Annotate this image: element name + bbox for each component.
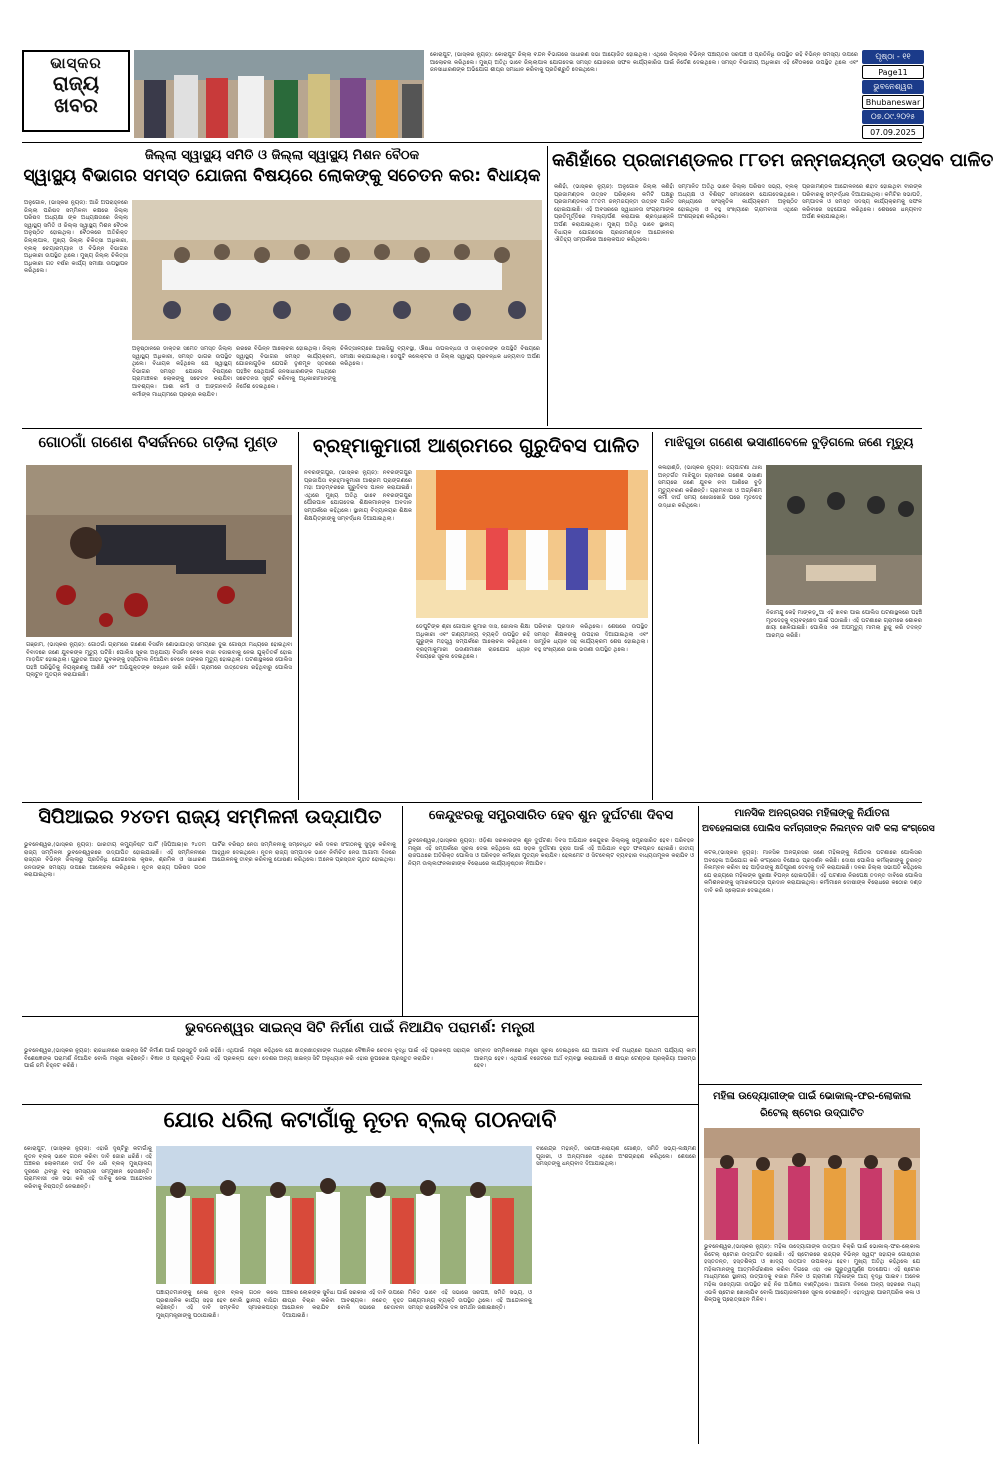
- divider: [22, 142, 922, 143]
- s4-col2: ଡେପୁଟିଙ୍କ ଶ୍ରୀ ଗୋପାଳ କୁମାର ଦାସ, ଜୋନାଲ ଶିକ୍ଷା ଅଧିକାରୀ ଏବଂ ଗଣ୍ୟମାନ୍ୟ ବ୍ୟକ୍ତି ଉପସ୍ଥିତ ରହି ଗୁରୁଙ୍କ ମହତ୍ତ୍ୱ ସମ୍ପର୍କରେ ଆଲୋଚନା କରିଥିଲେ। ବ୍ରହ୍ମାକୁମାରୀ ଭଉଣୀମାନେ ରାଜଯୋଗ ଧ୍ୟାନ ବିଷୟରେ ସୂଚନା ଦେଇଥିଲେ।: [416, 624, 530, 661]
- s1-headline: ସ୍ୱାସ୍ଥ୍ୟ ବିଭାଗର ସମସ୍ତ ଯୋଜନା ବିଷୟରେ ଲୋକଙ୍କୁ ସଚେତନ କର: ବିଧାୟକ: [23, 166, 541, 186]
- divider: [22, 1016, 698, 1017]
- s10-text: ଭୁବନେଶ୍ୱର,(ଭାସ୍କର ନ୍ୟୁଜ): ମହିଳା ଉଦ୍ୟୋଗୀଙ୍କ ଉତ୍ପାଦ ବିକ୍ରି ପାଇଁ ଭୋକାଲ୍-ଫର-ଲୋକାଲ ରିଟେଲ୍ ଷ୍ଟୋର ଉଦ୍‌ଘାଟିତ ହୋଇଛି। ଏହି ଷ୍ଟୋରରେ ରାଜ୍ୟର ବିଭିନ୍ନ ସ୍ୱୟଂ ସହାୟକ ଗୋଷ୍ଠୀର ହସ୍ତତନ୍ତ, ହସ୍ତଶିଳ୍ପ ଓ ଖାଦ୍ୟ ଉତ୍ପାଦ ଉପଲବ୍ଧ ହେବ। ମୁଖ୍ୟ ଅତିଥି କହିଥିଲେ ଯେ ମହିଳାମାନଙ୍କୁ ଆତ୍ମନିର୍ଭରଶୀଳ କରିବା ଦିଗରେ ଏହା ଏକ ଗୁରୁତ୍ୱପୂର୍ଣ୍ଣ ପଦକ୍ଷେପ। ଏହି ଷ୍ଟୋର ମାଧ୍ୟମରେ ସ୍ଥାନୀୟ ଉତ୍ପାଦକୁ ବଜାର ମିଳିବ ଓ ଗ୍ରାମୀଣ ମହିଳାଙ୍କ ଆୟ ବୃଦ୍ଧି ପାଇବ। ଅନେକ ମହିଳା ଉଦ୍ୟୋଗୀ ଉପସ୍ଥିତ ରହି ନିଜ ଅଭିଜ୍ଞତା ବାଣ୍ଟିଥିଲେ। ଆଗାମୀ ଦିନରେ ଅନ୍ୟ ସହରରେ ମଧ୍ୟ ଏଭଳି ଷ୍ଟୋର ଖୋଲାଯିବ ବୋଲି ଆୟୋଜକମାନେ ସୂଚନା ଦେଇଛନ୍ତି। ଏହାଦ୍ୱାରା ପାରମ୍ପରିକ କଳା ଓ ଶିଳ୍ପକୁ ପ୍ରୋତ୍ସାହନ ମିଳିବ।: [704, 1244, 920, 1304]
- s9-col2: ମନ୍ତ୍ରୀ କହିଥିଲେ ଯେ ଛାତ୍ରଛାତ୍ରୀଙ୍କ ମଧ୍ୟରେ ବୈଜ୍ଞାନିକ ଚେତନା ବୃଦ୍ଧି ପାଇଁ ଏହି ପ୍ରକଳ୍ପ ସହାୟକ ହେବ। ଦେଶର ଅନ୍ୟ ସାଇନ୍ସ ସିଟି ଅନୁଧ୍ୟାନ କରି ଏହାର ରୂପରେଖ ପ୍ରସ୍ତୁତ କରାଯିବ।: [248, 1048, 470, 1062]
- s1-kicker: ଜିଲ୍ଲା ସ୍ୱାସ୍ଥ୍ୟ ସମିତି ଓ ଜିଲ୍ଲା ସ୍ୱାସ୍ଥ୍ୟ ମିଶନ ବୈଠକ: [144, 148, 420, 163]
- s6-col1: ଭୁବନେଶ୍ୱର,(ଭାସ୍କର ନ୍ୟୁଜ): ଭାରତୀୟ କମ୍ୟୁନିଷ୍ଟ ପାର୍ଟି (ସିପିଆଇ)ର ୨୪ତମ ରାଜ୍ୟ ସମ୍ମିଳନୀ ଭୁବନେଶ୍ୱରରେ ଉଦ୍‌ଯାପିତ ହୋଇଯାଇଛି। ଏହି ସମ୍ମିଳନୀରେ ରାଜ୍ୟର ବିଭିନ୍ନ ଜିଲ୍ଲାରୁ ପ୍ରତିନିଧି ଯୋଗଦେଇ କୃଷକ, ଶ୍ରମିକ ଓ ସାଧାରଣ ଜନତାଙ୍କ ସମସ୍ୟା ଉପରେ ଆଲୋଚନା କରିଥିଲେ। ନୂତନ ରାଜ୍ୟ ପରିଷଦ ଗଠନ କରାଯାଇଥିଲା।: [24, 842, 206, 879]
- s11-col1: କୋରାପୁଟ, (ଭାସ୍କର ନ୍ୟୁଜ): ଏହାରି ଦୃଷ୍ଟିରୁ କଟାଗାଁକୁ ନୂତନ ବ୍ଲକ୍ ଭାବେ ଗଠନ କରିବା ଦାବି ଜୋର ଧରିଛି। ଏହି ଅଞ୍ଚଳର ଲୋକମାନେ ଦୀର୍ଘ ଦିନ ଧରି ବ୍ଲକ୍ ମୁଖ୍ୟାଳୟ ଦୂରରେ ଥିବାରୁ ବହୁ ସମସ୍ୟାର ସମ୍ମୁଖୀନ ହେଉଛନ୍ତି। ଗ୍ରାମବାସୀ ଏକ ସଭା କରି ଏହି ଦାବିକୁ ନେଇ ଆନ୍ଦୋଳନ କରିବାକୁ ନିଷ୍ପତ୍ତି ନେଇଛନ୍ତି।: [24, 1146, 152, 1190]
- masthead-logo: [22, 50, 130, 132]
- s5-headline: ମାଝିଗୁଡା ଗଣେଶ ଭସାଣୀବେଳେ ବୁଡ଼ିଗଲେ ଜଣେ ମୃତ୍ୟୁ: [664, 435, 914, 449]
- top-photo: [134, 50, 424, 138]
- newspaper-page: [22, 50, 993, 1445]
- s1-photo: [132, 200, 542, 340]
- s4-col1: ନବରଙ୍ଗପୁର, (ଭାସ୍କର ନ୍ୟୁଜ): ନବରଙ୍ଗପୁର ପ୍ରଜାପିତା ବ୍ରହ୍ମାକୁମାରୀ ଆଶ୍ରମ ପ୍ରାଙ୍ଗଣରେ ମହା ଆଡ଼ମ୍ବରରେ ଗୁରୁଦିବସ ପାଳନ କରାଯାଇଛି। ଏଥିରେ ମୁଖ୍ୟ ଅତିଥି ଭାବେ ନବରଙ୍ଗପୁର ପୌରପାଳ ଯୋଗଦେଇ ଶିକ୍ଷକମାନଙ୍କ ଅବଦାନ ସମ୍ପର୍କରେ କହିଥିଲେ। ସ୍ଥାନୀୟ ବିଦ୍ୟାଳୟର ଶିକ୍ଷକ ଶିକ୍ଷୟିତ୍ରୀଙ୍କୁ ସମ୍ବର୍ଦ୍ଧନା ଦିଆଯାଇଥିଲା।: [304, 470, 412, 522]
- s4-photo: [416, 470, 648, 618]
- divider: [402, 806, 403, 1016]
- s2-col3: ପ୍ରଜାମଣ୍ଡଳ ଆନ୍ଦୋଳନରେ ଶହୀଦ ହୋଇଥିବା ବୀରଙ୍କ ପରିବାରକୁ ସମ୍ବର୍ଦ୍ଧନା ଦିଆଯାଇଥିଲା। କମିଟିର ସଭାପତି, ସମ୍ପାଦକ ଓ ସମସ୍ତ ସଦସ୍ୟ କାର୍ଯ୍ୟକ୍ରମକୁ ସଫଳ କରିବାରେ ସହଯୋଗ କରିଥିଲେ। ଶେଷରେ ଧନ୍ୟବାଦ ଅର୍ପଣ କରାଯାଇଥିଲା।: [802, 184, 922, 221]
- divider: [22, 428, 922, 429]
- s1-col2: ଅନୁଷ୍ଠାନରେ ଡାକ୍ତର ସମେତ ସମସ୍ତ ଜିଲ୍ଲା ସ୍ୱାସ୍ଥ୍ୟ ଅଧିକାରୀ, ସମସ୍ତ ଭାଗର ଉପସ୍ଥିତ ଥିଲେ। ବିଧାୟକ କହିଥିଲେ ଯେ ସ୍ୱାସ୍ଥ୍ୟ ବିଭାଗର ସମସ୍ତ ଯୋଜନା ବିଷୟରେ ଗ୍ରାମାଞ୍ଚଳର ଲୋକଙ୍କୁ ସଚେତନ କରାଯିବା ଆବଶ୍ୟକ। ଆଶା କର୍ମୀ ଓ ଅଙ୍ଗନବାଡି କର୍ମୀଙ୍କ ମାଧ୍ୟମରେ ପ୍ରଚାର କରାଯିବ।: [132, 346, 232, 398]
- s10-photo: [704, 1128, 920, 1240]
- s8-headline: ଅବହେଳାକାରୀ ପୋଲିସ କର୍ମଚାରୀଙ୍କ ନିଲମ୍ବନ ଦାବି କଲା କଂଗ୍ରେସ: [702, 824, 935, 834]
- s7-headline: କେନ୍ଦୁଝରକୁ ସମ୍ପ୍ରସାରିତ ହେବ ଶୁନ ଦୁର୍ଘଟଣା ଦିବସ: [428, 808, 674, 823]
- city-en: Bhubaneswar: [862, 95, 924, 109]
- masthead-line2: ରାଜ୍ୟ: [52, 71, 100, 95]
- s11-headline: ଯୋର ଧରିଲା କଟାଗାଁକୁ ନୂତନ ବ୍ଲକ୍ ଗଠନଦାବି: [163, 1108, 557, 1133]
- s4-col3: ପରିବାର ପ୍ରଦାନ କରିଥିଲେ। ଶେଷରେ ଉପସ୍ଥିତ ସମସ୍ତ ଶିକ୍ଷକଙ୍କୁ ଉପହାର ଦିଆଯାଇଥିଲା ଏବଂ ସାମୂହିକ ଧ୍ୟାନ ସହ କାର୍ଯ୍ୟକ୍ରମ ଶେଷ ହୋଇଥିଲା। ବହୁ ସଂଖ୍ୟାରେ ଭାଇ ଭଉଣୀ ଉପସ୍ଥିତ ଥିଲେ।: [534, 624, 648, 653]
- s9-col3: ସମ୍ବାଦ ସମ୍ମିଳନୀରେ ମନ୍ତ୍ରୀ ସୂଚନା ଦେଇଥିଲେ ଯେ ଆଗାମୀ ବର୍ଷ ମଧ୍ୟରେ ପ୍ରଥମ ପର୍ଯ୍ୟାୟ କାମ ଆରମ୍ଭ ହେବ। ଏଥିପାଇଁ ବଜେଟରେ ଅର୍ଥ ବ୍ୟବସ୍ଥା କରାଯାଇଛି ଓ ଶୀଘ୍ର ଟେଣ୍ଡର ପ୍ରକ୍ରିୟା ଆରମ୍ଭ ହେବ।: [474, 1048, 696, 1070]
- top-story-text: କୋରାପୁଟ, (ଭାସ୍କର ନ୍ୟୁଜ): କୋରାପୁଟ ଜିଲ୍ଲା ବନ୍ଦନ ବିଭାଗରେ ସାଧାରଣ ସଭା ଆୟୋଜିତ ହୋଇଥିଲା। ଏଥିରେ ଜିଲ୍ଲାର ବିଭିନ୍ନ ପଞ୍ଚାୟତର ସରପଞ୍ଚ ଓ ପ୍ରତିନିଧି ଉପସ୍ଥିତ ରହି ବିଭିନ୍ନ ସମସ୍ୟା ଉପରେ ଆଲୋଚନା କରିଥିଲେ। ମୁଖ୍ୟ ଅତିଥି ଭାବେ ଜିଲ୍ଲାପାଳ ଯୋଗଦେଇ ସମସ୍ତ ଯୋଜନାର ସଫଳ କାର୍ଯ୍ୟକାରିତା ପାଇଁ ନିର୍ଦ୍ଦେଶ ଦେଇଥିଲେ। ସମସ୍ତ ବିଭାଗୀୟ ଅଧିକାରୀ ଏହି ବୈଠକରେ ଉପସ୍ଥିତ ଥିଲେ ଏବଂ ଜନସାଧାରଣଙ୍କ ଅଭିଯୋଗ ଶୀଘ୍ର ସମାଧାନ କରିବାକୁ ପ୍ରତିଶ୍ରୁତି ଦେଇଥିଲେ।: [430, 52, 858, 74]
- s8-kicker: ମାନସିକ ଅନଗ୍ରସର ମହିଳାଙ୍କୁ ନିର୍ଯାତନା: [734, 808, 890, 819]
- s3-headline: ଗୋଠଗାଁ ଗଣେଶ ବିସର୍ଜନରେ ଗଡ଼ିଲା ମୁଣ୍ଡ: [38, 433, 278, 451]
- date-or: ୦୭.୦୯.୨୦୨୫: [862, 110, 924, 124]
- divider: [698, 1084, 922, 1085]
- divider: [298, 432, 299, 800]
- s3-text: ଗଞ୍ଜାମ, (ଭାସ୍କର ନ୍ୟୁଜ): ଗୋଠଗାଁ ଗ୍ରାମରେ ଗଣେଶ ବିସର୍ଜନ ଶୋଭାଯାତ୍ରା ସମୟରେ ଦୁଇ ଗୋଷ୍ଠୀ ମଧ୍ୟରେ ହୋଇଥିବା ବିବାଦରେ ଜଣେ ଯୁବକଙ୍କ ମୃତ୍ୟୁ ଘଟିଛି। ପୋଲିସ ସୂଚନା ଅନୁଯାୟୀ ବିସର୍ଜନ ବେଳେ ବାଜା ବଜାଇବାକୁ ନେଇ ଯୁକ୍ତିତର୍କ ହୋଇ ମାଡ଼ପିଟ ହୋଇଥିଲା। ଗୁରୁତର ଆହତ ଯୁବକଙ୍କୁ ହସ୍ପିଟାଲ ନିଆଯିବା ବେଳେ ତାଙ୍କର ମୃତ୍ୟୁ ହୋଇଥିଲା। ଘଟଣାସ୍ଥଳରେ ପୋଲିସ ପହଞ୍ଚି ପରିସ୍ଥିତିକୁ ନିୟନ୍ତ୍ରଣକୁ ଆଣିଛି ଏବଂ ଅଭିଯୁକ୍ତଙ୍କ ସନ୍ଧାନ ଜାରି ରହିଛି। ଗ୍ରାମରେ ଉତ୍ତେଜନା ରହିଥିବାରୁ ପୋଲିସ ପ୍ଲାଟୁନ ମୁତୟନ କରାଯାଇଛି।: [26, 642, 292, 679]
- s7-text: ଭୁବନେଶ୍ୱର,(ଭାସ୍କର ନ୍ୟୁଜ): ଓଡ଼ିଶା ସରକାରଙ୍କ ଶୂନ ଦୁର୍ଘଟଣା ଦିବସ ଅଭିଯାନ କେନ୍ଦୁଝର ଜିଲ୍ଲାକୁ ସମ୍ପ୍ରସାରିତ ହେବ। ପରିବହନ ମନ୍ତ୍ରୀ ଏହି ସମ୍ପର୍କରେ ସୂଚନା ଦେଇ କହିଥିଲେ ଯେ ସଡ଼କ ଦୁର୍ଘଟଣା ହ୍ରାସ ପାଇଁ ଏହି ଅଭିଯାନ ବହୁତ ଫଳପ୍ରଦ ହୋଇଛି। ଜାତୀୟ ରାଜପଥରେ ଅତିରିକ୍ତ ପୋଲିସ ଓ ପରିବହନ କର୍ମଚାରୀ ମୁତୟନ କରାଯିବ। ହେଲମେଟ ଓ ସିଟବେଲ୍ଟ ବ୍ୟବହାର ବାଧ୍ୟତାମୂଳକ କରାଯିବ ଓ ନିୟମ ଉଲ୍ଲଙ୍ଘନକାରୀଙ୍କ ବିରୋଧରେ କାର୍ଯ୍ୟାନୁଷ୍ଠାନ ନିଆଯିବ।: [408, 838, 694, 867]
- s11-col5: ବୀରେନ୍ଦ୍ର ମହାନ୍ତି, ସରପଞ୍ଚ-ନାରାୟଣ ଗୋଣ୍ଡ, ସମିତି ସଭ୍ୟ-ଲକ୍ଷ୍ମଣ ପୂଜାରୀ, ଓ ଅନ୍ୟମାନେ ଏଥିରେ ଅଂଶଗ୍ରହଣ କରିଥିଲେ। ଶେଷରେ ସମସ୍ତଙ୍କୁ ଧନ୍ୟବାଦ ଦିଆଯାଇଥିଲା।: [536, 1146, 696, 1168]
- divider: [547, 146, 548, 426]
- s11-col2: ପଞ୍ଚାୟତମାନଙ୍କୁ ନେଇ ନୂତନ ବ୍ଲକ୍ ଗଠନ କଲେ ପ୍ରଶାସନିକ କାର୍ଯ୍ୟ ସହଜ ହେବ ବୋଲି ସ୍ଥାନୀୟ ବାସିନ୍ଦା କହିଛନ୍ତି। ଏହି ଦାବି ସମ୍ବଳିତ ସ୍ମାରକପତ୍ର ମୁଖ୍ୟମନ୍ତ୍ରୀଙ୍କୁ ପଠାଯାଇଛି।: [156, 1290, 278, 1319]
- masthead-line3: ଖବର: [54, 93, 98, 117]
- s1-col1: ଅନୁଗୋଳ, (ଭାସ୍କର ନ୍ୟୁଜ): ଆଜି ଅପରାହ୍ନରେ ଜିଲ୍ଲା ପରିଷଦ ସମ୍ମିଳନୀ କକ୍ଷରେ ଜିଲ୍ଲା ପରିଷଦ ଅଧ୍ୟକ୍ଷା ଙ୍କ ଅଧ୍ୟକ୍ଷତାରେ ଜିଲ୍ଲା ସ୍ୱାସ୍ଥ୍ୟ ସମିତି ଓ ଜିଲ୍ଲା ସ୍ୱାସ୍ଥ୍ୟ ମିଶନ ବୈଠକ ଅନୁଷ୍ଠିତ ହୋଇଥିଲା। ବୈଠକରେ ଅତିରିକ୍ତ ଜିଲ୍ଲାପାଳ, ମୁଖ୍ୟ ଜିଲ୍ଲା ଚିକିତ୍ସା ଅଧିକାରୀ, ବ୍ଲକ୍ ଚେୟାରମ୍ୟାନ ଓ ବିଭିନ୍ନ ବିଭାଗର ଅଧିକାରୀ ଉପସ୍ଥିତ ଥିଲେ। ମୁଖ୍ୟ ଜିଲ୍ଲା ଚିକିତ୍ସା ଅଧିକାରୀ ଗତ ବର୍ଷର କାର୍ଯ୍ୟ ସମୀକ୍ଷା ଉପସ୍ଥାପନ କରିଥିଲେ।: [24, 200, 128, 275]
- divider: [652, 432, 653, 800]
- s5-col1: କଳାହାଣ୍ଡି, (ଭାସ୍କର ନ୍ୟୁଜ): ଜୟପାଟଣା ଥାନା ଅନ୍ତର୍ଗତ ମାଝିଗୁଡା ଗ୍ରାମରେ ଗଣେଶ ଭସାଣୀ ସମୟରେ ଜଣେ ଯୁବକ ନଦୀ ପାଣିରେ ବୁଡ଼ି ମୃତ୍ୟୁବରଣ କରିଛନ୍ତି। ଗ୍ରାମବାସୀ ଓ ଅଗ୍ନିଶମ କର୍ମୀ ଦୀର୍ଘ ସମୟ ଖୋଜାଖୋଜି ପରେ ମୃତଦେହ ଉଦ୍ଧାର କରିଥିଲେ।: [658, 465, 762, 509]
- s10-headline: ମହିଳା ଉଦ୍ୟୋଗୀଙ୍କ ପାଇଁ ଭୋକାଲ୍-ଫର-ଲୋକାଲ ରିଟେଲ୍ ଷ୍ଟୋର ଉଦ୍‌ଘାଟିତ: [713, 1091, 911, 1119]
- page-number-en: Page11: [862, 65, 924, 79]
- city-or: ଭୁବନେଶ୍ୱର: [862, 80, 924, 94]
- date-en: 07.09.2025: [862, 125, 924, 139]
- page-info: [862, 50, 924, 140]
- s1-col3: ରରରେ ବିଭିନ୍ନ ଆଲୋଚନା ହୋଇଥିଲା। ଜିଲ୍ଲା ସ୍ୱାସ୍ଥ୍ୟ ବିଭାଗର ସମସ୍ତ କାର୍ଯ୍ୟକ୍ରମ, ଯୋଜନାଗୁଡ଼ିକ ଯେପରି ତୃଣମୂଳ ସ୍ତରରେ ପହଞ୍ଚିବ ସେଥିପାଇଁ ଜନସାଧାରଣଙ୍କ ମଧ୍ୟରେ ସଚେତନତା ସୃଷ୍ଟି କରିବାକୁ ଅଧିକାରୀମାନଙ୍କୁ ନିର୍ଦ୍ଦେଶ ଦେଇଥିଲେ।: [236, 346, 336, 390]
- s11-col3: ଅଞ୍ଚଳର ଲୋକଙ୍କ ସୁବିଧା ପାଇଁ ସରକାର ଏହି ଦାବି ଉପରେ ଶୀଘ୍ର ବିଚାର କରିବା ଆବଶ୍ୟକ। ନଚେତ୍ ବୃହତ ଆନ୍ଦୋଳନ କରାଯିବ ବୋଲି ସଭାରେ ଚେତାବନୀ ଦିଆଯାଇଛି।: [282, 1290, 404, 1319]
- s5-photo: [766, 465, 922, 605]
- masthead-line1: ଭାସ୍କର: [50, 54, 102, 72]
- s2-col2: ସମ୍ମାନିତ ଅତିଥି ଭାବେ ଜିଲ୍ଲା ପରିଷଦ ସଭ୍ୟ, ବ୍ଲକ୍ ଅଧ୍ୟକ୍ଷ ଓ ବିଶିଷ୍ଟ ସମାଜସେବୀ ଯୋଗଦେଇଥିଲେ। ସନ୍ଧ୍ୟାରେ ସାଂସ୍କୃତିକ କାର୍ଯ୍ୟକ୍ରମ ଅନୁଷ୍ଠିତ ହୋଇଥିଲା ଓ ବହୁ ସଂଖ୍ୟାରେ ଗ୍ରାମବାସୀ ଏଥିରେ ଅଂଶଗ୍ରହଣ କରିଥିଲେ।: [678, 184, 798, 221]
- s6-headline: ସିପିଆଇର ୨୪ତମ ରାଜ୍ୟ ସମ୍ମିଳନୀ ଉଦ୍‌ଯାପିତ: [38, 806, 382, 828]
- s8-text: କଟକ,(ଭାସ୍କର ନ୍ୟୁଜ): ମାନସିକ ଅନଗ୍ରସର ଜଣେ ମହିଳାଙ୍କୁ ନିର୍ଯାତନା ଘଟଣାରେ ପୋଲିସର ଅବହେଳା ଅଭିଯୋଗ କରି କଂଗ୍ରେସ ବିକ୍ଷୋଭ ପ୍ରଦର୍ଶନ କରିଛି। ଦୋଷୀ ପୋଲିସ କର୍ମଚାରୀଙ୍କୁ ତୁରନ୍ତ ନିଲମ୍ବନ କରିବା ସହ ପୀଡ଼ିତାଙ୍କୁ କ୍ଷତିପୂରଣ ଦେବାକୁ ଦାବି କରାଯାଇଛି। ଦଳର ଜିଲ୍ଲା ସଭାପତି କହିଥିଲେ ଯେ ରାଜ୍ୟରେ ମହିଳାଙ୍କ ସୁରକ୍ଷା ବିପନ୍ନ ହୋଇପଡ଼ିଛି। ଏହି ଘଟଣାର ନିରପେକ୍ଷ ତଦନ୍ତ ଦାବିରେ ପୋଲିସ କମିଶନରଙ୍କୁ ସ୍ମାରକପତ୍ର ପ୍ରଦାନ କରାଯାଇଥିଲା। କର୍ମୀମାନେ ଦୋଷୀଙ୍କ ବିରୋଧରେ କଠୋର ଦଣ୍ଡ ଦାବି କରି ସ୍ଲୋଗାନ ଦେଇଥିଲେ।: [704, 850, 922, 894]
- divider: [698, 806, 699, 1016]
- s9-headline: ଭୁବନେଶ୍ୱର ସାଇନ୍ସ ସିଟି ନିର୍ମାଣ ପାଇଁ ନିଆଯିବ ପରାମର୍ଶ: ମନ୍ତ୍ରୀ: [185, 1020, 535, 1036]
- s1-col4: ଚିକିତ୍ସାଳୟରେ ଆଇସିୟୁ ବ୍ୟବସ୍ଥା, ଔଷଧ ଉପଲବ୍ଧତା ଓ ଡାକ୍ତରଙ୍କ ଉପସ୍ଥିତି ବିଷୟରେ ସମୀକ୍ଷା କରାଯାଇଥିଲା। ଡେପୁଟି କଲେକ୍ଟର ଓ ଜିଲ୍ଲା ସ୍ୱାସ୍ଥ୍ୟ ପ୍ରବନ୍ଧକ ଧନ୍ୟବାଦ ଅର୍ପଣ କରିଥିଲେ।: [340, 346, 540, 368]
- divider: [22, 802, 922, 803]
- s5-col2: ନିଜାମନ୍ଦୁ କେହି ମାଙ୍କଡ଼ୁଆ ଏହି ଖବର ପାଇ ପୋଲିସ ଘଟଣାସ୍ଥଳରେ ପହଞ୍ଚି ମୃତଦେହକୁ ବ୍ୟବଚ୍ଛେଦ ପାଇଁ ପଠାଇଛି। ଏହି ଘଟଣାରେ ଗ୍ରାମରେ ଶୋକର ଛାୟା ଖେଳିଯାଇଛି। ପୋଲିସ ଏକ ଅପମୃତ୍ୟୁ ମାମଲା ରୁଜୁ କରି ତଦନ୍ତ ଆରମ୍ଭ କରିଛି।: [766, 610, 922, 639]
- s2-col1: କଣିହାଁ, (ଭାସ୍କର ନ୍ୟୁଜ): ଅନୁଗୋଳ ଜିଲ୍ଲା କଣିହାଁ ପ୍ରଜାମଣ୍ଡଳ ଉତ୍ସବ ପରିଚାଳନା କମିଟି ପକ୍ଷରୁ ପ୍ରଜାମଣ୍ଡଳର ୮୮ତମ ଜନ୍ମଜୟନ୍ତୀ ଉତ୍ସବ ପାଳିତ ହୋଇଯାଇଛି। ଏହି ଅବସରରେ ସ୍ୱାଧୀନତା ସଂଗ୍ରାମୀଙ୍କ ପ୍ରତିମୂର୍ତ୍ତିରେ ମାଲ୍ୟାର୍ପଣ କରାଯାଇ ଶ୍ରଦ୍ଧାଞ୍ଜଳି ଅର୍ପଣ କରାଯାଇଥିଲା। ମୁଖ୍ୟ ଅତିଥି ଭାବେ ସ୍ଥାନୀୟ ବିଧାୟକ ଯୋଗଦେଇ ପ୍ରଜାମଣ୍ଡଳ ଆନ୍ଦୋଳନର ଐତିହ୍ୟ ସମ୍ପର୍କରେ ଆଲୋକପାତ କରିଥିଲେ।: [554, 184, 674, 244]
- s9-col1: ଭୁବନେଶ୍ୱର,(ଭାସ୍କର ନ୍ୟୁଜ): ରାଜଧାନୀରେ ସାଇନ୍ସ ସିଟି ନିର୍ମାଣ ପାଇଁ ପ୍ରସ୍ତୁତି ଜାରି ରହିଛି। ଏଥିପାଇଁ ବିଶେଷଜ୍ଞଙ୍କ ପରାମର୍ଶ ନିଆଯିବ ବୋଲି ମନ୍ତ୍ରୀ କହିଛନ୍ତି। ବିଜ୍ଞାନ ଓ ପ୍ରଯୁକ୍ତି ବିଭାଗ ଏହି ପ୍ରକଳ୍ପ ପାଇଁ ଜମି ଚିହ୍ନଟ କରିଛି।: [24, 1048, 244, 1070]
- divider: [22, 1104, 698, 1105]
- s3-photo: [26, 465, 292, 637]
- s6-col2: ପାର୍ଟିର ବରିଷ୍ଠ ନେତା ସମ୍ମିଳନୀକୁ ସମ୍ବୋଧିତ କରି ଦଳର ସଂଗଠନକୁ ସୁଦୃଢ଼ କରିବାକୁ ଆହ୍ୱାନ ଦେଇଥିଲେ। ନୂତନ ରାଜ୍ୟ ସମ୍ପାଦକ ଭାବେ ନିର୍ବାଚିତ ନେତା ଆଗାମୀ ଦିନରେ ଆନ୍ଦୋଳନକୁ ତୀବ୍ର କରିବାକୁ ଘୋଷଣା କରିଥିଲେ। ଅନେକ ପ୍ରସ୍ତାବ ଗୃହୀତ ହୋଇଥିଲା।: [212, 842, 396, 864]
- s11-photo: [156, 1146, 532, 1284]
- s4-headline: ବ୍ରହ୍ମାକୁମାରୀ ଆଶ୍ରମରେ ଗୁରୁଦିବସ ପାଳିତ: [312, 435, 640, 457]
- s11-col4: ମିଳିତ ଭାବେ ଏହି ସଭାରେ ସରପଞ୍ଚ, ସମିତି ସଭ୍ୟ, ଓ ଗଣ୍ୟମାନ୍ୟ ବ୍ୟକ୍ତି ଉପସ୍ଥିତ ଥିଲେ। ଏହି ଆନ୍ଦୋଳନକୁ ସମସ୍ତ ରାଜନୈତିକ ଦଳ ସମର୍ଥନ ଜଣାଇଛନ୍ତି।: [408, 1290, 532, 1312]
- s2-headline: କଣିହାଁରେ ପ୍ରଜାମଣ୍ଡଳର ୮୮ତମ ଜନ୍ମଜୟନ୍ତୀ ଉତ୍ସବ ପାଳିତ: [552, 150, 993, 171]
- page-label: ପୃଷ୍ଠା - ୧୧: [862, 50, 924, 64]
- divider: [698, 1016, 699, 1444]
